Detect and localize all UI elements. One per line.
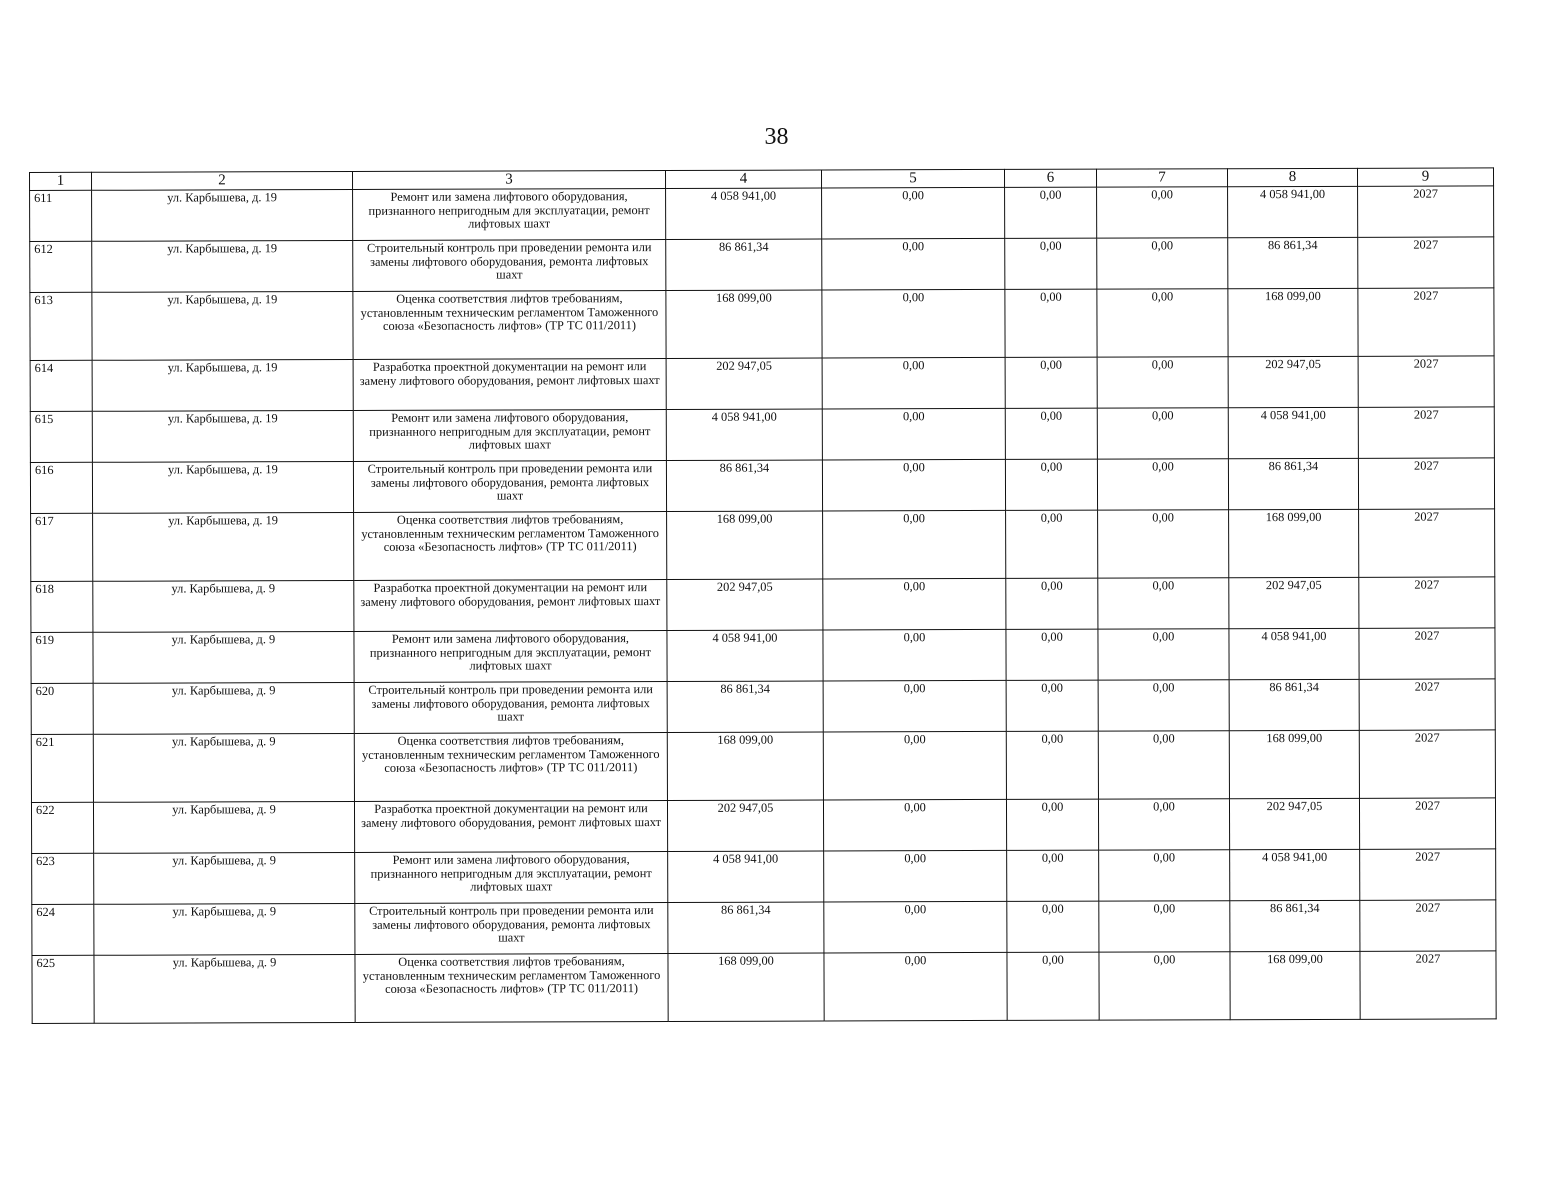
column-7-cell: 0,00 (1099, 952, 1230, 1020)
column-7-cell: 0,00 (1098, 629, 1229, 680)
total-cost-cell: 202 947,05 (667, 579, 823, 630)
table-row (32, 900, 1496, 956)
total-cost-cell: 168 099,00 (668, 953, 824, 1021)
total-cost-cell: 202 947,05 (667, 800, 823, 851)
table-row (30, 288, 1494, 361)
header-cell-3: 3 (352, 171, 665, 190)
table-row (30, 237, 1494, 293)
column-7-cell: 0,00 (1099, 901, 1230, 952)
address-cell: ул. Карбышева, д. 9 (93, 631, 354, 683)
work-type-cell: Оценка соответствия лифтов требованиям, установленным техническим регламентом Таможенного союза «Безопасность лифтов» (ТР ТС 011/2011) (355, 953, 668, 1022)
row-number-cell: 620 (31, 683, 93, 734)
year-cell: 2027 (1358, 186, 1494, 237)
column-5-cell: 0,00 (823, 731, 1006, 800)
column-7-cell: 0,00 (1097, 408, 1228, 459)
row-number-cell: 616 (30, 462, 92, 513)
header-cell-8: 8 (1227, 168, 1357, 186)
work-type-cell: Разработка проектной документации на ремонт или замену лифтового оборудования, ремонт лифтовых шахт (354, 800, 667, 852)
column-8-cell: 168 099,00 (1229, 730, 1359, 798)
header-cell-1: 1 (30, 172, 92, 190)
work-type-cell: Ремонт или замена лифтового оборудования, признанного непригодным для эксплуатации, ремонт лифтовых шахт (353, 189, 666, 241)
year-cell: 2027 (1358, 458, 1494, 509)
header-cell-5: 5 (821, 169, 1004, 188)
column-5-cell: 0,00 (822, 459, 1005, 511)
address-cell: ул. Карбышева, д. 9 (93, 801, 354, 853)
address-cell: ул. Карбышева, д. 9 (94, 903, 355, 955)
column-8-cell: 202 947,05 (1229, 798, 1359, 849)
column-6-cell: 0,00 (1005, 408, 1097, 459)
page-number: 38 (764, 124, 789, 150)
column-6-cell: 0,00 (1005, 459, 1097, 510)
column-5-cell: 0,00 (822, 289, 1005, 358)
row-number-cell: 612 (30, 241, 92, 292)
address-cell: ул. Карбышева, д. 19 (92, 240, 353, 292)
row-number-cell: 613 (30, 292, 92, 360)
total-cost-cell: 168 099,00 (666, 290, 822, 358)
table-row (31, 628, 1495, 684)
row-number-cell: 618 (31, 581, 93, 632)
column-6-cell: 0,00 (1006, 731, 1098, 799)
header-cell-4: 4 (665, 170, 821, 188)
row-number-cell: 614 (30, 360, 92, 411)
year-cell: 2027 (1359, 679, 1495, 730)
work-type-cell: Ремонт или замена лифтового оборудования, признанного непригодным для эксплуатации, ремонт лифтовых шахт (353, 409, 666, 461)
work-type-cell: Оценка соответствия лифтов требованиям, установленным техническим регламентом Таможенного союза «Безопасность лифтов» (ТР ТС 011/2011) (354, 511, 667, 580)
table-row (31, 730, 1495, 803)
column-7-cell: 0,00 (1099, 850, 1230, 901)
table-row (31, 798, 1495, 854)
column-7-cell: 0,00 (1097, 357, 1228, 408)
column-8-cell: 4 058 941,00 (1230, 849, 1360, 900)
column-6-cell: 0,00 (1005, 289, 1097, 357)
row-number-cell: 611 (30, 190, 92, 241)
address-cell: ул. Карбышева, д. 9 (93, 580, 354, 632)
column-6-cell: 0,00 (1006, 680, 1098, 731)
column-7-cell: 0,00 (1098, 680, 1229, 731)
header-cell-7: 7 (1096, 169, 1227, 187)
work-type-cell: Оценка соответствия лифтов требованиям, установленным техническим регламентом Таможенного союза «Безопасность лифтов» (ТР ТС 011/2011) (354, 732, 667, 801)
table-body (30, 186, 1497, 1024)
row-number-cell: 622 (31, 802, 93, 853)
table-row (32, 951, 1496, 1024)
work-type-cell: Разработка проектной документации на ремонт или замену лифтового оборудования, ремонт лифтовых шахт (353, 358, 666, 410)
column-6-cell: 0,00 (1005, 238, 1097, 289)
total-cost-cell: 4 058 941,00 (666, 409, 822, 460)
table-row (31, 679, 1495, 735)
total-cost-cell: 4 058 941,00 (666, 188, 822, 239)
work-type-cell: Оценка соответствия лифтов требованиям, установленным техническим регламентом Таможенного союза «Безопасность лифтов» (ТР ТС 011/2011) (353, 290, 666, 359)
header-cell-2: 2 (92, 171, 353, 190)
column-5-cell: 0,00 (822, 238, 1005, 290)
column-7-cell: 0,00 (1098, 731, 1229, 799)
column-7-cell: 0,00 (1097, 238, 1228, 289)
work-type-cell: Разработка проектной документации на ремонт или замену лифтового оборудования, ремонт лифтовых шахт (354, 579, 667, 631)
column-8-cell: 168 099,00 (1230, 951, 1360, 1019)
column-7-cell: 0,00 (1098, 578, 1229, 629)
column-8-cell: 86 861,34 (1229, 679, 1359, 730)
address-cell: ул. Карбышева, д. 9 (94, 852, 355, 904)
year-cell: 2027 (1360, 951, 1496, 1019)
address-cell: ул. Карбышева, д. 19 (93, 512, 354, 581)
total-cost-cell: 202 947,05 (666, 358, 822, 409)
total-cost-cell: 86 861,34 (667, 681, 823, 732)
table-row (31, 509, 1495, 582)
column-8-cell: 86 861,34 (1228, 458, 1358, 509)
row-number-cell: 615 (30, 411, 92, 462)
column-8-cell: 168 099,00 (1229, 509, 1359, 577)
column-5-cell: 0,00 (823, 578, 1006, 630)
column-8-cell: 4 058 941,00 (1228, 186, 1358, 237)
column-7-cell: 0,00 (1097, 187, 1228, 238)
table-row (30, 186, 1494, 242)
column-6-cell: 0,00 (1007, 952, 1099, 1020)
total-cost-cell: 86 861,34 (666, 239, 822, 290)
year-cell: 2027 (1359, 798, 1495, 849)
column-6-cell: 0,00 (1006, 510, 1098, 578)
year-cell: 2027 (1358, 407, 1494, 458)
year-cell: 2027 (1359, 628, 1495, 679)
table-row (31, 577, 1495, 633)
year-cell: 2027 (1360, 849, 1496, 900)
column-6-cell: 0,00 (1006, 578, 1098, 629)
column-6-cell: 0,00 (1006, 799, 1098, 850)
total-cost-cell: 168 099,00 (667, 732, 823, 800)
column-7-cell: 0,00 (1097, 289, 1228, 357)
address-cell: ул. Карбышева, д. 19 (92, 359, 353, 411)
header-cell-6: 6 (1004, 169, 1096, 187)
header-cell-9: 9 (1357, 168, 1493, 186)
address-cell: ул. Карбышева, д. 19 (92, 410, 353, 462)
year-cell: 2027 (1358, 288, 1494, 356)
column-5-cell: 0,00 (823, 799, 1006, 851)
column-6-cell: 0,00 (1005, 187, 1097, 238)
year-cell: 2027 (1359, 577, 1495, 628)
address-cell: ул. Карбышева, д. 19 (92, 189, 353, 241)
year-cell: 2027 (1358, 356, 1494, 407)
column-6-cell: 0,00 (1007, 850, 1099, 901)
address-cell: ул. Карбышева, д. 9 (94, 954, 355, 1023)
year-cell: 2027 (1359, 730, 1495, 798)
address-cell: ул. Карбышева, д. 9 (93, 682, 354, 734)
column-7-cell: 0,00 (1098, 799, 1229, 850)
table-row (30, 356, 1494, 412)
column-5-cell: 0,00 (823, 510, 1006, 579)
work-registry-table (29, 167, 1497, 1024)
total-cost-cell: 4 058 941,00 (667, 630, 823, 681)
row-number-cell: 624 (32, 904, 94, 955)
work-type-cell: Ремонт или замена лифтового оборудования, признанного непригодным для эксплуатации, ремонт лифтовых шахт (355, 851, 668, 903)
column-5-cell: 0,00 (822, 357, 1005, 409)
column-8-cell: 168 099,00 (1228, 288, 1358, 356)
row-number-cell: 623 (32, 853, 94, 904)
column-8-cell: 86 861,34 (1228, 237, 1358, 288)
address-cell: ул. Карбышева, д. 19 (92, 461, 353, 513)
column-8-cell: 4 058 941,00 (1228, 407, 1358, 458)
row-number-cell: 617 (31, 513, 93, 581)
column-5-cell: 0,00 (823, 680, 1006, 732)
work-type-cell: Ремонт или замена лифтового оборудования, признанного непригодным для эксплуатации, ремонт лифтовых шахт (354, 630, 667, 682)
column-8-cell: 202 947,05 (1228, 356, 1358, 407)
work-type-cell: Строительный контроль при проведении ремонта или замены лифтового оборудования, ремонта лифтовых шахт (354, 681, 667, 733)
work-type-cell: Строительный контроль при проведении ремонта или замены лифтового оборудования, ремонта лифтовых шахт (355, 902, 668, 954)
row-number-cell: 621 (31, 734, 93, 802)
work-type-cell: Строительный контроль при проведении ремонта или замены лифтового оборудования, ремонта лифтовых шахт (353, 240, 666, 292)
work-type-cell: Строительный контроль при проведении ремонта или замены лифтового оборудования, ремонта лифтовых шахт (353, 460, 666, 512)
row-number-cell: 619 (31, 632, 93, 683)
column-7-cell: 0,00 (1097, 459, 1228, 510)
column-5-cell: 0,00 (822, 408, 1005, 460)
address-cell: ул. Карбышева, д. 9 (93, 733, 354, 802)
column-8-cell: 202 947,05 (1229, 577, 1359, 628)
column-7-cell: 0,00 (1098, 510, 1229, 578)
year-cell: 2027 (1358, 237, 1494, 288)
year-cell: 2027 (1359, 509, 1495, 577)
column-8-cell: 4 058 941,00 (1229, 628, 1359, 679)
table-row (30, 407, 1494, 463)
total-cost-cell: 86 861,34 (668, 902, 824, 953)
column-5-cell: 0,00 (822, 187, 1005, 239)
address-cell: ул. Карбышева, д. 19 (92, 291, 353, 360)
total-cost-cell: 168 099,00 (667, 511, 823, 579)
column-6-cell: 0,00 (1005, 357, 1097, 408)
column-8-cell: 86 861,34 (1230, 900, 1360, 951)
column-5-cell: 0,00 (824, 952, 1007, 1021)
column-5-cell: 0,00 (824, 850, 1007, 902)
row-number-cell: 625 (32, 955, 94, 1023)
table-row (30, 458, 1494, 514)
column-6-cell: 0,00 (1007, 901, 1099, 952)
total-cost-cell: 4 058 941,00 (668, 851, 824, 902)
year-cell: 2027 (1360, 900, 1496, 951)
table-row (32, 849, 1496, 905)
column-5-cell: 0,00 (823, 629, 1006, 681)
total-cost-cell: 86 861,34 (666, 460, 822, 511)
column-5-cell: 0,00 (824, 901, 1007, 953)
column-6-cell: 0,00 (1006, 629, 1098, 680)
